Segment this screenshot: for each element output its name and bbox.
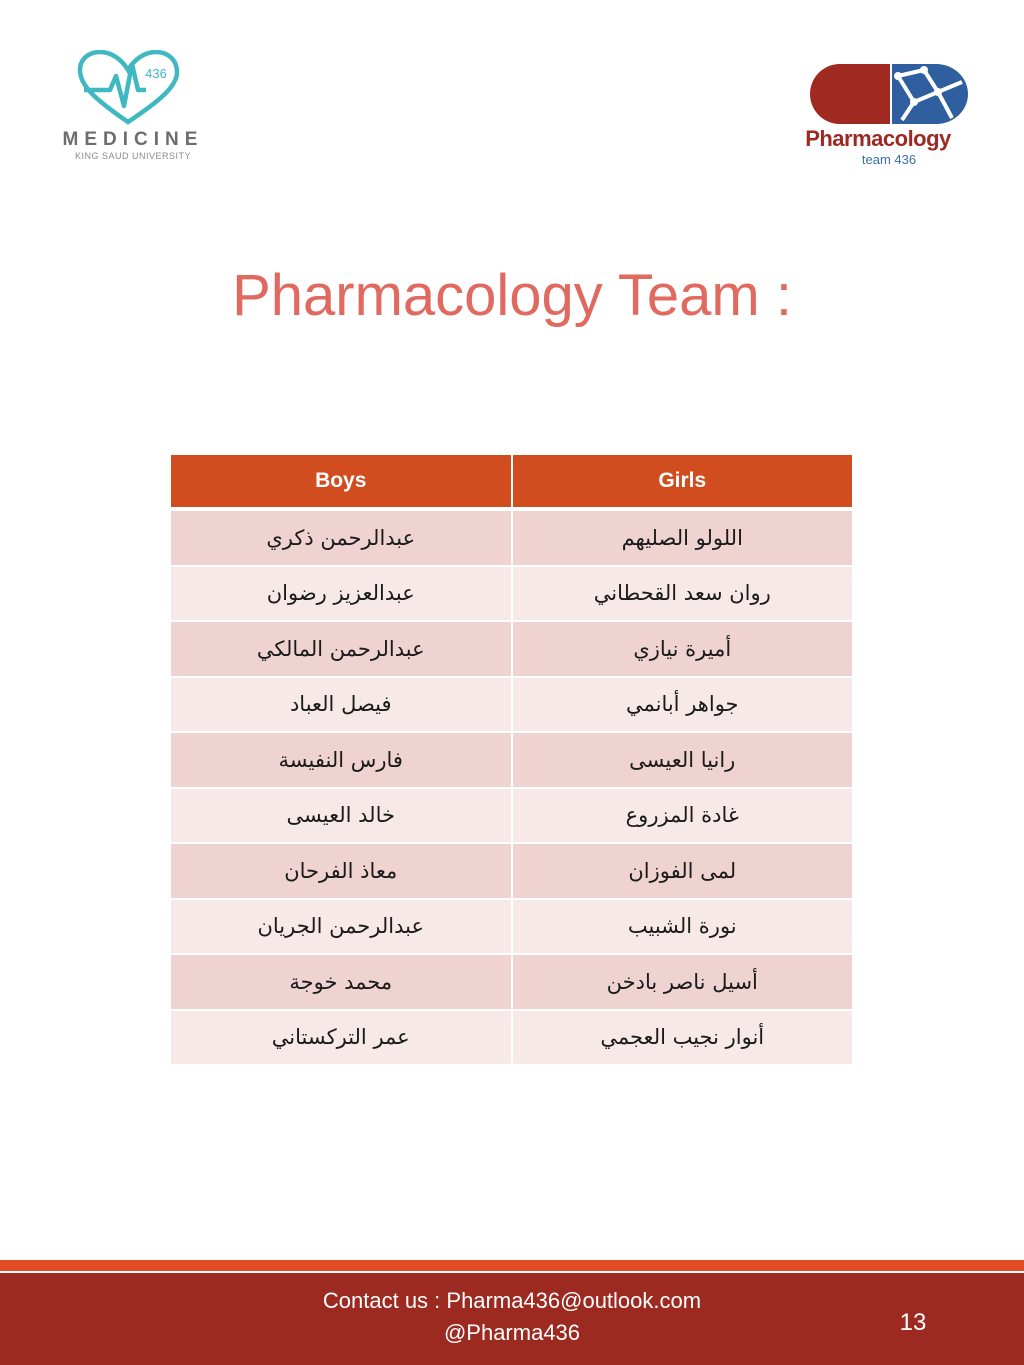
boy-name-cell: عبدالرحمن الجريان [171, 899, 512, 955]
table-row [171, 509, 852, 566]
girl-name-cell: أنوار نجيب العجمي [512, 1010, 853, 1066]
girl-name-cell: أميرة نيازي [512, 621, 853, 677]
table-body [171, 509, 852, 1065]
boy-name-cell: عمر التركستاني [171, 1010, 512, 1066]
table-row [171, 677, 852, 733]
girl-name-cell: جواهر أبانمي [512, 677, 853, 733]
badge-number: 436 [145, 66, 167, 81]
table-row [171, 843, 852, 899]
table-row [171, 788, 852, 844]
medicine-logo [40, 45, 220, 175]
boy-name-cell: خالد العيسى [171, 788, 512, 844]
social-handle: @Pharma436 [443, 1320, 581, 1345]
pharmacology-team-logo [800, 58, 980, 178]
table-row [171, 954, 852, 1010]
girl-name-cell: نورة الشبيب [512, 899, 853, 955]
boy-name-cell: عبدالرحمن ذكري [171, 509, 512, 566]
boy-name-cell: عبدالرحمن المالكي [171, 621, 512, 677]
footer [0, 1273, 1024, 1365]
contact-email: Contact us : Pharma436@outlook.com [322, 1288, 702, 1313]
heart-pulse-icon [76, 50, 181, 126]
medicine-wordmark: MEDICINE [62, 129, 204, 150]
table-row [171, 566, 852, 622]
boy-name-cell: فيصل العباد [171, 677, 512, 733]
boy-name-cell: معاذ الفرحان [171, 843, 512, 899]
table-row [171, 1010, 852, 1066]
boy-name-cell: محمد خوجة [171, 954, 512, 1010]
table-row [171, 899, 852, 955]
column-header-boys: Boys [171, 455, 512, 509]
girl-name-cell: لمى الفوزان [512, 843, 853, 899]
page-title: Pharmacology Team : [232, 263, 792, 328]
boy-name-cell: عبدالعزيز رضوان [171, 566, 512, 622]
team-table [171, 455, 852, 1066]
pill-network-icon [806, 62, 974, 128]
table-row [171, 732, 852, 788]
girl-name-cell: رانيا العيسى [512, 732, 853, 788]
team-label: team 436 [861, 152, 917, 167]
column-header-girls: Girls [512, 455, 853, 509]
pharmacology-wordmark: Pharmacology [805, 126, 951, 151]
university-name: KING SAUD UNIVERSITY [74, 151, 192, 161]
girl-name-cell: اللولو الصليهم [512, 509, 853, 566]
girl-name-cell: غادة المزروع [512, 788, 853, 844]
table-row [171, 621, 852, 677]
page-number: 13 [899, 1309, 927, 1336]
footer-accent-line [0, 1260, 1024, 1271]
girl-name-cell: أسيل ناصر بادخن [512, 954, 853, 1010]
table-header-row [171, 455, 852, 509]
girl-name-cell: روان سعد القحطاني [512, 566, 853, 622]
boy-name-cell: فارس النفيسة [171, 732, 512, 788]
